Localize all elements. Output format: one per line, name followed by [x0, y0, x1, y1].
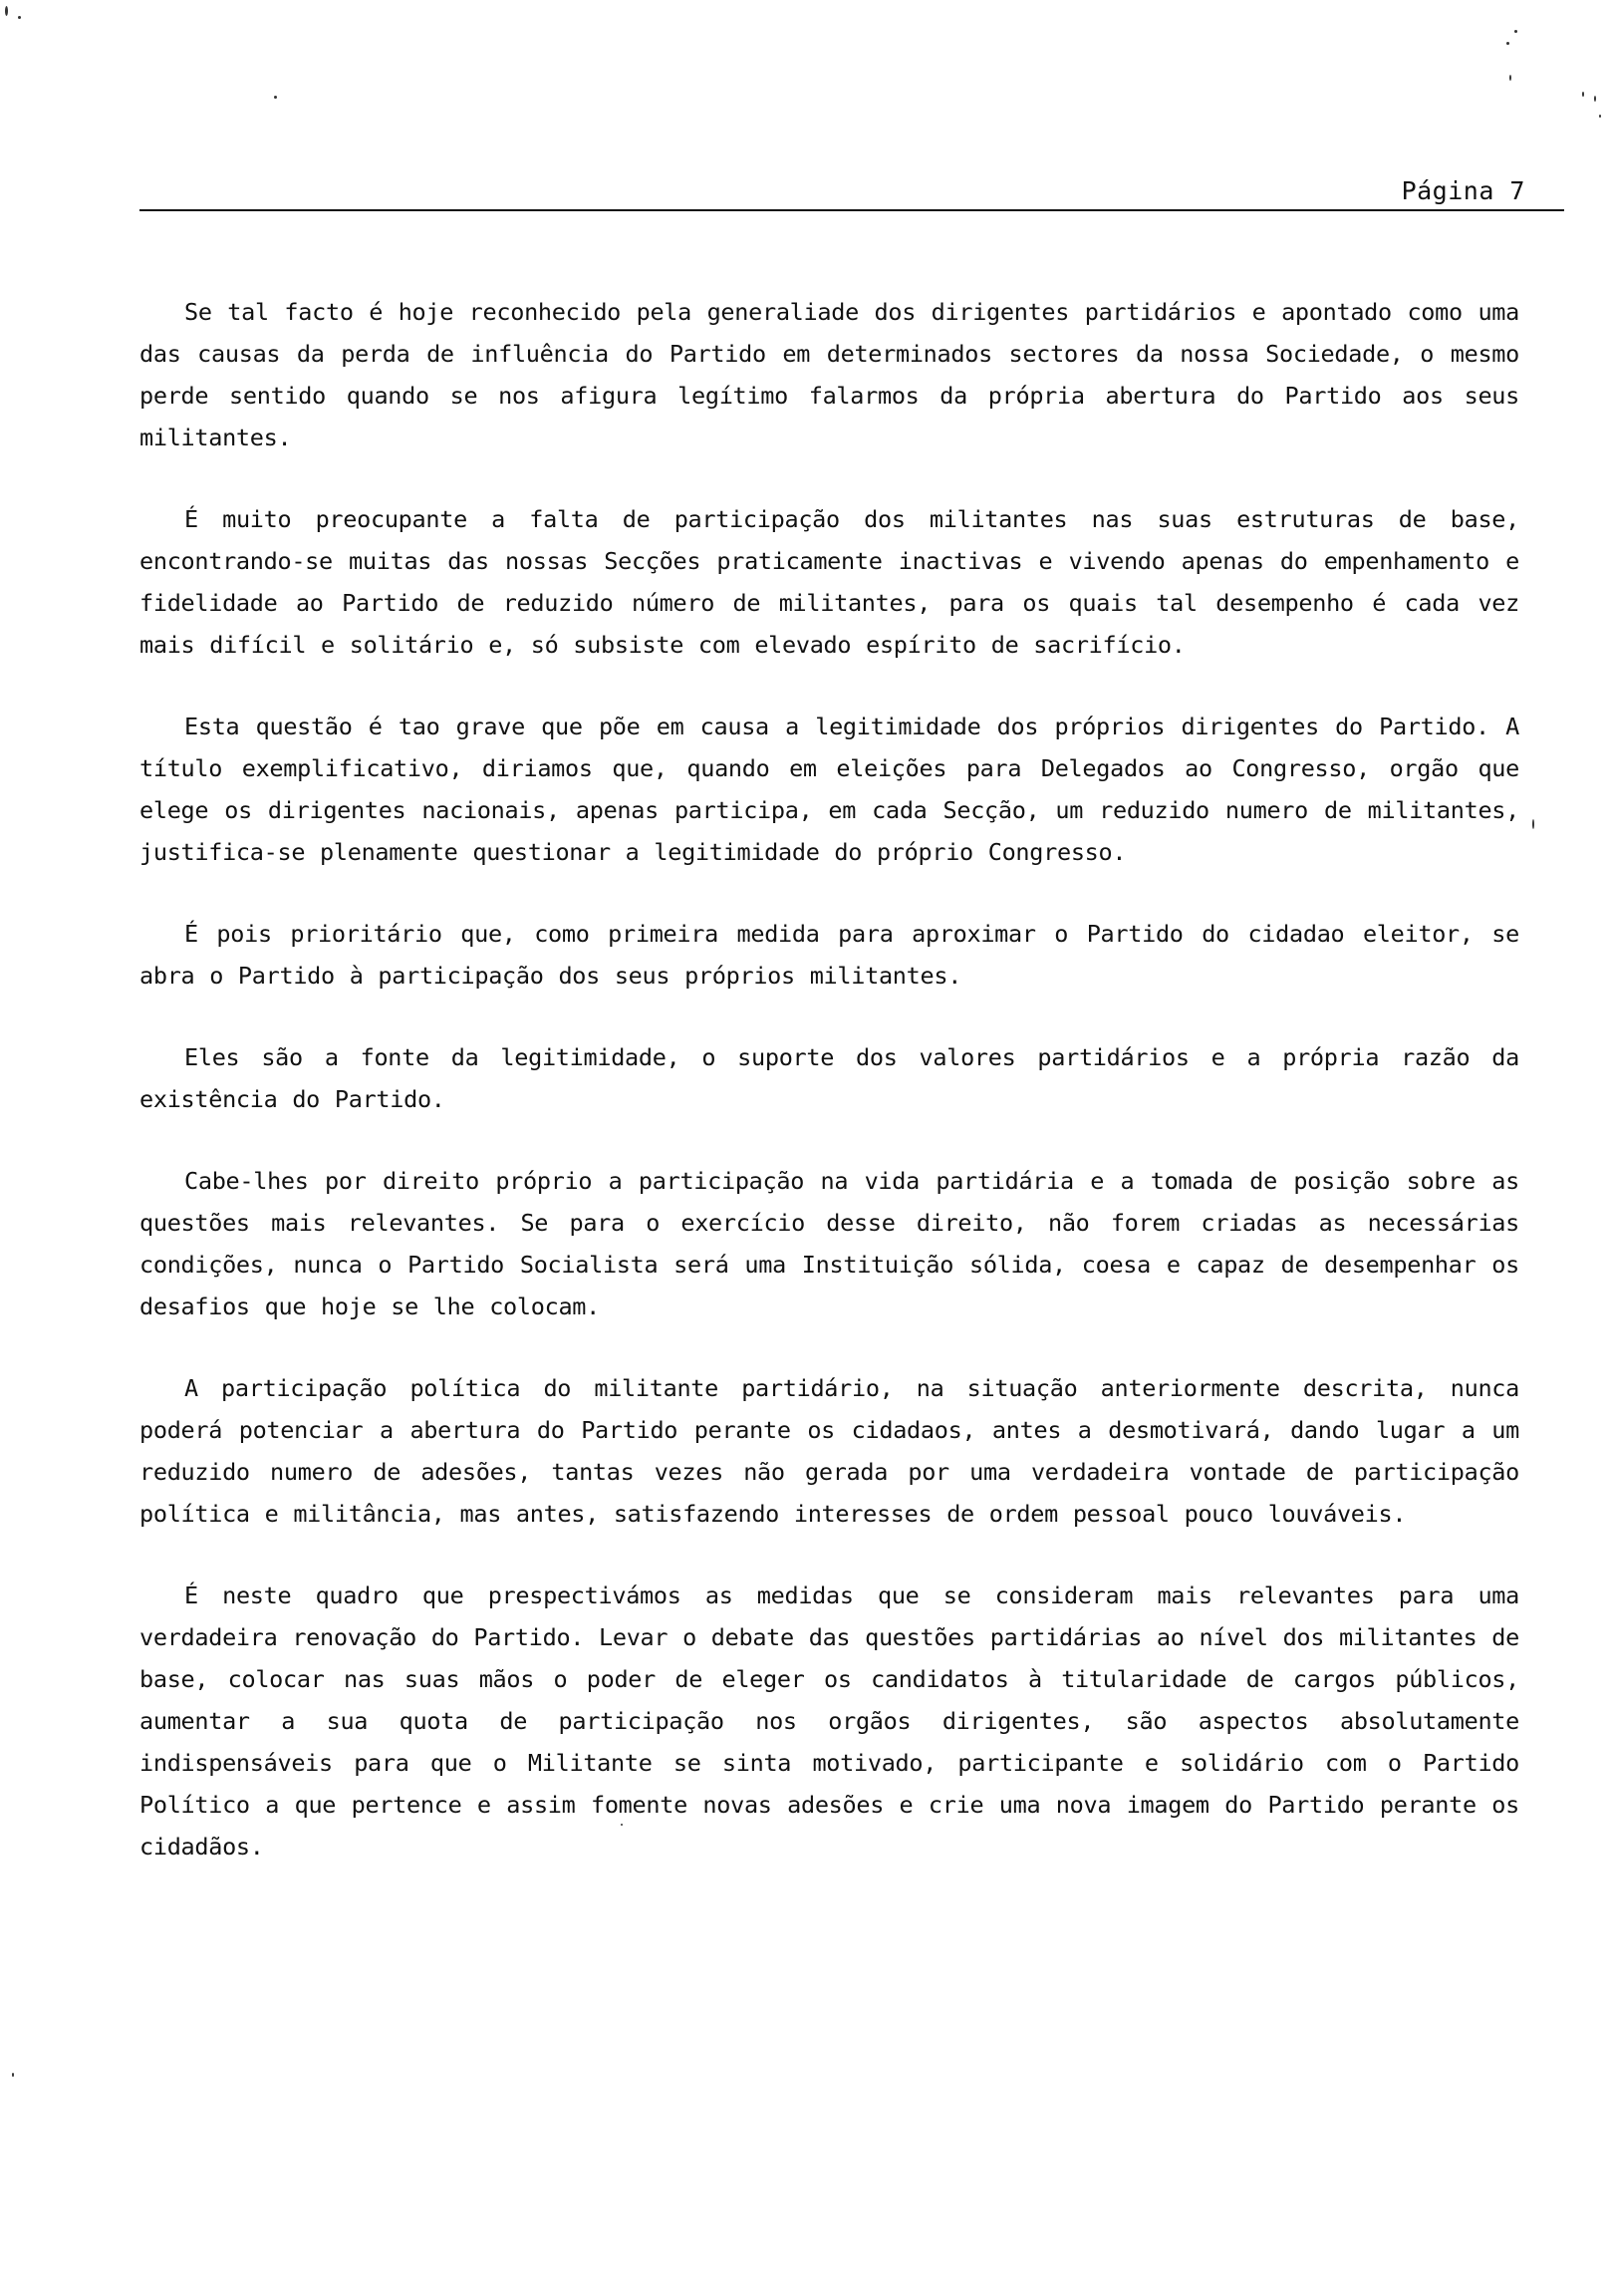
scan-speck — [18, 16, 21, 19]
paragraph: Se tal facto é hoje reconhecido pela generaliade dos dirigentes partidários e apontado como uma das causas da perda de influência do Partido em determinados sectores da nossa Sociedade, o mesmo perde sentido quando se nos afigura legítimo falarmos da própria abertura do Partido aos seus militantes. — [139, 298, 1519, 451]
scan-speck — [1509, 75, 1511, 81]
paragraph: Esta questão é tao grave que põe em causa a legitimidade dos próprios dirigentes do Partido. A título exemplificativo, diriamos que, quando em eleições para Delegados ao Congresso, orgão que elege os dirigentes nacionais, apenas participa, em cada Secção, um reduzido numero de militantes, justifica-se plenamente questionar a legitimidade do próprio Congresso. — [139, 713, 1519, 866]
paragraph: Cabe-lhes por direito próprio a participação na vida partidária e a tomada de posição sobre as questões mais relevantes. Se para o exercício desse direito, não forem criadas as necessárias condições, nunca o Partido Socialista será uma Instituição sólida, coesa e capaz de desempenhar os desafios que hoje se lhe colocam. — [139, 1167, 1519, 1320]
paragraph: É muito preocupante a falta de participação dos militantes nas suas estruturas de base, encontrando-se muitas das nossas Secções praticamente inactivas e vivendo apenas do empenhamento e fidelidade ao Partido de reduzido número de militantes, para os quais tal desempenho é cada vez mais difícil e solitário e, só subsiste com elevado espírito de sacrifício. — [139, 505, 1519, 659]
scan-speck — [274, 96, 277, 99]
paragraph: É pois prioritário que, como primeira medida para aproximar o Partido do cidadao eleitor, se abra o Partido à participação dos seus próprios militantes. — [139, 920, 1519, 990]
scan-speck — [5, 6, 8, 16]
page-number: Página 7 — [1401, 176, 1525, 205]
scan-speck — [1582, 92, 1584, 97]
header-rule — [139, 209, 1564, 211]
scan-speck — [1506, 42, 1509, 45]
scan-speck — [1594, 96, 1596, 102]
paragraph: A participação política do militante partidário, na situação anteriormente descrita, nunca poderá potenciar a abertura do Partido perante os cidadaos, antes a desmotivará, dando lugar a um reduzido numero de adesões, tantas vezes não gerada por uma verdadeira vontade de participação política e militância, mas antes, satisfazendo interesses de ordem pessoal pouco louváveis. — [139, 1374, 1519, 1528]
paragraph: É neste quadro que prespectivámos as medidas que se consideram mais relevantes para uma verdadeira renovação do Partido. Levar o debate das questões partidárias ao nível dos militantes de base, colocar nas suas mãos o poder de eleger os candidatos à titularidade de cargos públicos, aumentar a sua quota de participação nos orgãos dirigentes, são aspectos absolutamente indispensáveis para que o Militante se sinta motivado, participante e solidário com o Partido Político a que pertence e assim fomente novas adesões e crie uma nova imagem do Partido perante os cidadãos. — [139, 1581, 1519, 1861]
paragraph: Eles são a fonte da legitimidade, o suporte dos valores partidários e a própria razão da existência do Partido. — [139, 1043, 1519, 1113]
document-body — [139, 291, 1519, 1907]
scan-speck — [12, 2073, 14, 2077]
scan-speck — [1599, 115, 1601, 118]
scan-speck — [1514, 30, 1517, 33]
scan-speck — [1532, 819, 1534, 829]
